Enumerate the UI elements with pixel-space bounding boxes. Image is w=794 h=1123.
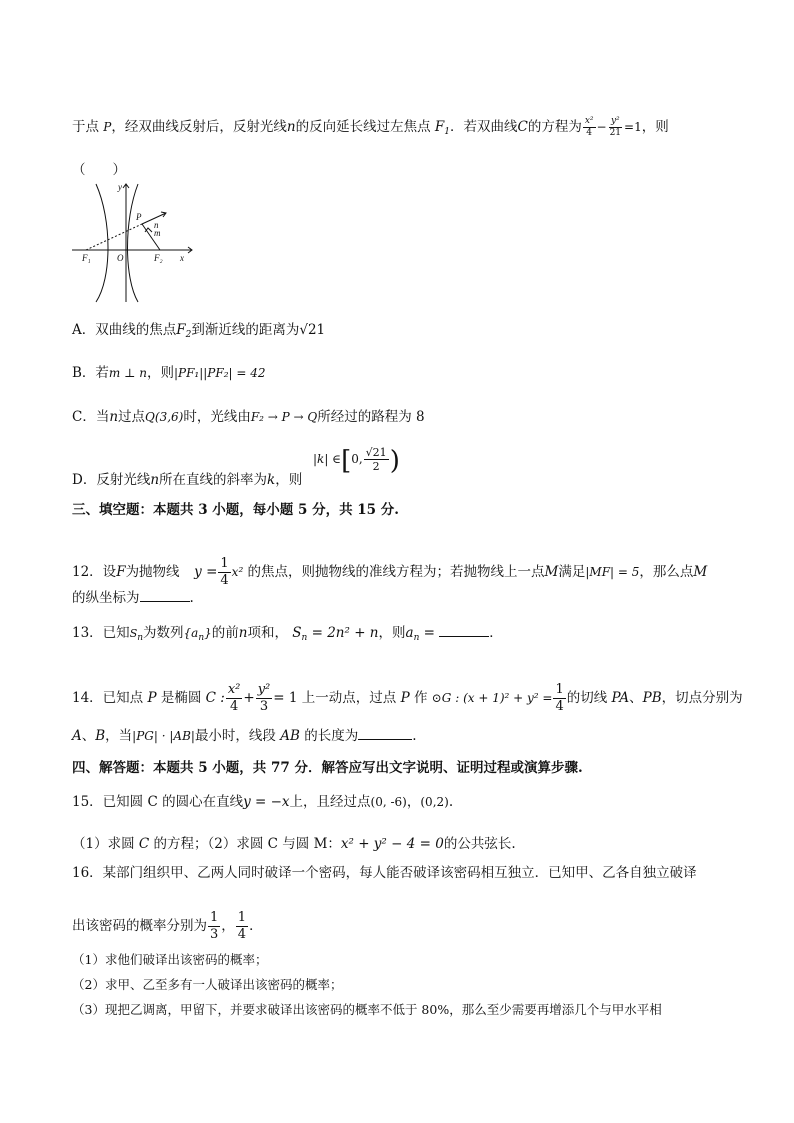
point-m: M [544, 564, 559, 580]
label-m: m [154, 228, 161, 238]
circle-m-eq: x² + y² − 4 = 0 [340, 836, 444, 852]
q16-line1: 16．某部门组织甲、乙两人同时破译一个密码，每人能否破译该密码相互独立．已知甲、乙各自独立破译 [72, 865, 697, 881]
slope-k: k [267, 472, 276, 488]
q12-text: 12．设 [72, 564, 117, 580]
frac-1-4: $\frac{1}{4}$ [555, 682, 564, 714]
q14-text: 14．已知点 [72, 690, 148, 706]
abs-k: |k| ∈ [313, 452, 342, 466]
q11-text: 的反向延长线过左焦点 [295, 119, 435, 135]
ray-n: n [150, 472, 160, 488]
ray-n: n [286, 119, 296, 135]
opt-text: 过点 [118, 409, 146, 425]
q12-line2 [72, 588, 194, 608]
label-x: x [180, 253, 184, 263]
minus: − [596, 120, 607, 134]
opt-text: ，则 [146, 365, 174, 381]
q14-text: 最小时，线段 [194, 728, 281, 744]
frac-sqrt21-2: $\frac{√21}{2}$ [365, 446, 387, 473]
option-d [72, 470, 302, 490]
q14-text: 的长度为 [299, 728, 359, 744]
answer-blank[interactable] [140, 601, 190, 602]
q16-text: ， [221, 918, 235, 934]
q11-text: ．若双曲线 [449, 119, 518, 135]
q14-line2 [72, 726, 417, 746]
focus-f2: $F_2$ [176, 322, 192, 340]
circle-g: ⊙G : (x + 1)² + y² = [431, 691, 553, 705]
q11-text: 的方程为 [527, 119, 582, 135]
q15-line2 [72, 834, 516, 854]
q12-line1 [72, 556, 707, 589]
right-paren: ) [389, 446, 400, 476]
frac-y2-21: $\frac{\text{y²}}{21}$ [609, 116, 622, 138]
perp-condition: m ⊥ n [108, 366, 147, 380]
opt-text: A．双曲线的焦点 [72, 322, 177, 338]
point-q: Q(3,6) [145, 410, 184, 424]
tangent-pb: PB [642, 690, 662, 706]
label-y: y [118, 182, 122, 192]
q15-text: 15．已知圆 C 的圆心在直线 [72, 794, 244, 810]
opt-text: 所经过的路程为 8 [317, 409, 425, 425]
section-fill-in: 三、填空题：本题共 3 小题，每小题 5 分，共 15 分. [72, 502, 399, 518]
q14-text: ，当 [105, 728, 133, 744]
q13-text: ，则 [378, 625, 406, 641]
q15-text: （1）求圆 [72, 836, 139, 852]
left-bracket: [ [341, 446, 352, 476]
ray-n: n [109, 409, 119, 425]
line-eq: y = −x [243, 794, 290, 810]
q13-text: 项和， [247, 625, 288, 641]
product-expr: |PF₁||PF₂| = 42 [173, 366, 266, 380]
q15-text: . [448, 794, 454, 810]
q15-text: 的公共弦长. [443, 836, 516, 852]
var-n: n [238, 625, 248, 641]
label-f1: F₁ [82, 253, 91, 263]
point-2: (0,2) [420, 795, 449, 809]
label-n: n [154, 220, 159, 230]
zero: 0, [351, 452, 363, 466]
label-p: P [136, 212, 142, 222]
q12-text: 为抛物线 [125, 564, 180, 580]
q16-text: ． [249, 918, 263, 934]
q16-sub1: （1）求他们破译出该密码的概率； [72, 952, 268, 967]
option-c [72, 407, 425, 427]
opt-text: 到渐近线的距离为 [191, 322, 300, 338]
q14-line1 [72, 682, 743, 715]
s-n: $S_n$ [129, 627, 144, 643]
point-m: M [693, 564, 708, 580]
label-o: O [117, 253, 124, 263]
mf-distance: |MF| = 5 [585, 565, 640, 579]
frac-1-4: $\frac{1}{4}$ [237, 910, 247, 942]
q14-text: 的切线 [566, 690, 612, 706]
sequence-an: $\{a_n\}$ [183, 626, 212, 643]
frac-1-4: $\frac{1}{4}$ [220, 556, 229, 588]
opt-text: 所在直线的斜率为 [159, 472, 268, 488]
opt-text: 时，光线由 [183, 409, 251, 425]
plus: + [243, 690, 255, 706]
a-n-eq: $a_n$ = [405, 625, 435, 643]
q16-sub3: （3）现把乙调离，甲留下，并要求破译出该密码的概率不低于 80%，那么至少需要再增添几个与甲水平相 [72, 1002, 662, 1017]
focus-f1: $F_1$ [434, 119, 450, 137]
opt-text: B．若 [72, 365, 109, 381]
q11-text: ，经双曲线反射后，反射光线 [111, 119, 287, 135]
q12-text: ，那么点 [639, 564, 694, 580]
q14-text: 上一动点，过点 [301, 690, 401, 706]
point-b: B [95, 728, 106, 744]
q15-text: 的方程；（2）求圆 C 与圆 M： [149, 836, 341, 852]
point-a: A [72, 728, 82, 744]
q15-text: 上，且经过点 [289, 794, 371, 810]
q14-text: . [412, 728, 417, 744]
q13-text: ． [489, 625, 503, 641]
hyperbola-right-branch [128, 184, 139, 302]
q11-text: ，则 [641, 119, 669, 135]
q13-text: 为数列 [143, 625, 184, 641]
q12-text: . [189, 590, 194, 606]
q14-text: 作 [409, 690, 428, 706]
opt-text: D．反射光线 [72, 472, 151, 488]
opt-text: C．当 [72, 409, 110, 425]
frac-x2-4: $\frac{\text{x²}}{4}$ [227, 682, 241, 714]
frac-y2-3: $\frac{\text{y²}}{3}$ [257, 682, 271, 714]
point-p: P [147, 690, 157, 706]
dashed-line-f1-p [86, 224, 142, 250]
q14-text: ，切点分别为 [661, 690, 743, 706]
q13-text: 的前 [211, 625, 239, 641]
answer-paren: （ ） [72, 162, 126, 178]
frac-x2-4: $\frac{\text{x²}}{4}$ [584, 116, 594, 138]
q16-text: 出该密码的概率分别为 [72, 918, 207, 934]
q12-text: 的纵坐标为 [72, 590, 140, 606]
sqrt21: √21 [299, 322, 326, 338]
q14-text: 、 [81, 728, 96, 744]
q15-text: ， [406, 794, 421, 810]
q11-text: 于点 [72, 119, 104, 135]
hyperbola-figure [68, 180, 198, 306]
q15-line1 [72, 792, 453, 812]
opt-text: ，则 [275, 472, 303, 488]
q11-intro-line [72, 116, 669, 142]
focus-f: F [116, 564, 126, 580]
curve-c: C [517, 119, 528, 135]
ellipse-lhs: C : [205, 690, 225, 706]
equals-one: =1 [624, 120, 642, 134]
q14-text: 是椭圆 [156, 690, 202, 706]
q13-text: 13．已知 [72, 625, 130, 641]
option-b [72, 363, 266, 383]
equals-one: = 1 [273, 690, 298, 706]
point-p: P [103, 120, 112, 134]
q16-sub2: （2）求甲、乙至多有一人破译出该密码的概率； [72, 977, 343, 992]
segment-ab: AB [280, 728, 300, 744]
sum-formula: $S_n = 2n^2 + n$ [292, 625, 379, 643]
point-p: P [400, 690, 410, 706]
label-f2: F₂ [154, 253, 163, 263]
section-solutions: 四、解答题：本题共 5 小题，共 77 分．解答应写出文字说明、证明过程或演算步骤. [72, 760, 583, 776]
x-squared: x² [231, 565, 244, 579]
frac-1-3: $\frac{1}{3}$ [210, 910, 219, 942]
q12-text: 满足 [558, 564, 586, 580]
ray-m-arrow [145, 228, 152, 232]
parabola-lhs: y = [194, 564, 218, 580]
circle-c: C [138, 836, 150, 852]
q12-text: 的焦点，则抛物线的准线方程为；若抛物线上一点 [247, 564, 545, 580]
point-1: (0, -6) [370, 795, 407, 809]
answer-blank[interactable] [358, 739, 412, 740]
q13-line [72, 623, 503, 648]
option-d-interval [313, 446, 400, 476]
q14-text: 、 [629, 690, 643, 706]
light-path: F₂ → P → Q [250, 410, 318, 424]
q16-line2 [72, 910, 263, 943]
answer-blank[interactable] [439, 636, 489, 637]
option-a [72, 320, 325, 345]
tangent-pa: PA [611, 690, 630, 706]
product-expr: |PG| · |AB| [132, 729, 195, 743]
